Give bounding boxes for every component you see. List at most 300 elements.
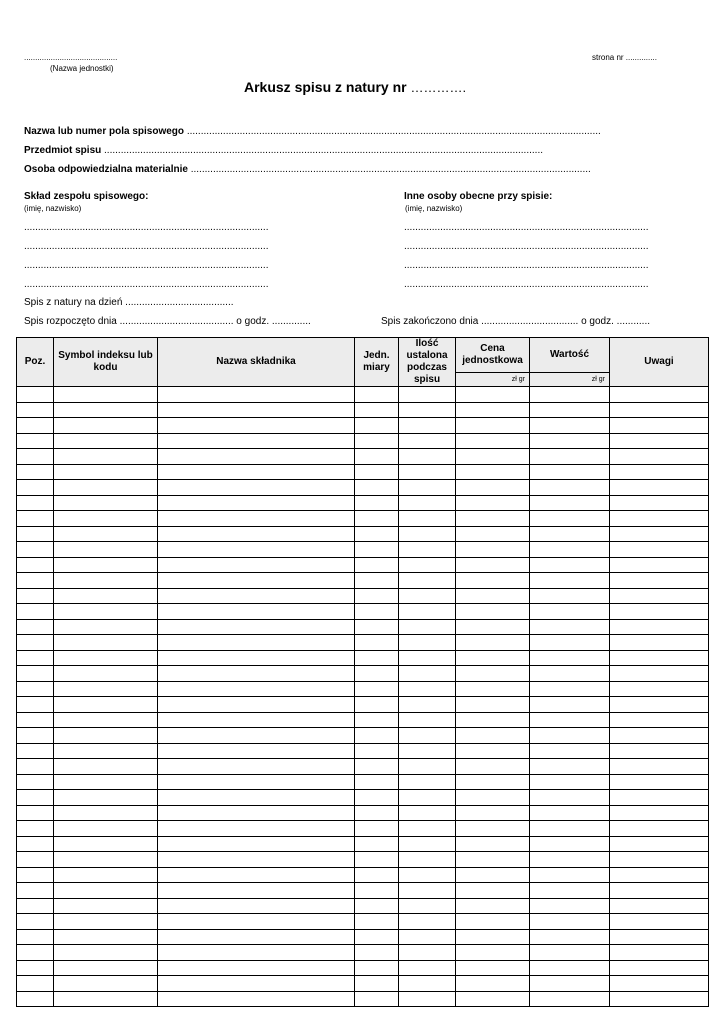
table-cell[interactable] (355, 852, 399, 868)
table-cell[interactable] (355, 712, 399, 728)
table-cell[interactable] (158, 418, 355, 434)
table-cell[interactable] (530, 867, 610, 883)
table-cell[interactable] (530, 712, 610, 728)
table-cell[interactable] (54, 495, 158, 511)
table-cell[interactable] (355, 464, 399, 480)
table-cell[interactable] (530, 573, 610, 589)
table-cell[interactable] (530, 557, 610, 573)
table-cell[interactable] (610, 387, 709, 403)
table-cell[interactable] (456, 681, 530, 697)
table-cell[interactable] (158, 387, 355, 403)
table-cell[interactable] (355, 914, 399, 930)
table-cell[interactable] (355, 619, 399, 635)
table-cell[interactable] (158, 464, 355, 480)
table-cell[interactable] (158, 728, 355, 744)
table-cell[interactable] (17, 573, 54, 589)
table-cell[interactable] (399, 526, 456, 542)
table-cell[interactable] (158, 883, 355, 899)
table-cell[interactable] (355, 681, 399, 697)
table-cell[interactable] (456, 433, 530, 449)
table-cell[interactable] (399, 712, 456, 728)
table-cell[interactable] (17, 542, 54, 558)
table-cell[interactable] (456, 557, 530, 573)
table-cell[interactable] (610, 449, 709, 465)
table-cell[interactable] (158, 774, 355, 790)
table-cell[interactable] (54, 604, 158, 620)
table-cell[interactable] (355, 805, 399, 821)
table-cell[interactable] (355, 402, 399, 418)
table-cell[interactable] (17, 480, 54, 496)
table-cell[interactable] (399, 449, 456, 465)
table-cell[interactable] (610, 976, 709, 992)
table-cell[interactable] (355, 976, 399, 992)
table-cell[interactable] (530, 526, 610, 542)
table-cell[interactable] (530, 774, 610, 790)
table-cell[interactable] (610, 402, 709, 418)
table-cell[interactable] (355, 821, 399, 837)
table-cell[interactable] (456, 542, 530, 558)
table-cell[interactable] (355, 960, 399, 976)
table-cell[interactable] (610, 542, 709, 558)
table-cell[interactable] (355, 433, 399, 449)
table-cell[interactable] (530, 604, 610, 620)
table-cell[interactable] (530, 945, 610, 961)
table-cell[interactable] (355, 774, 399, 790)
table-cell[interactable] (530, 852, 610, 868)
table-cell[interactable] (399, 697, 456, 713)
table-cell[interactable] (456, 449, 530, 465)
table-cell[interactable] (17, 526, 54, 542)
table-cell[interactable] (158, 929, 355, 945)
table-cell[interactable] (54, 774, 158, 790)
table-cell[interactable] (399, 929, 456, 945)
table-cell[interactable] (399, 495, 456, 511)
table-cell[interactable] (158, 805, 355, 821)
table-cell[interactable] (530, 898, 610, 914)
table-cell[interactable] (54, 449, 158, 465)
table-cell[interactable] (158, 495, 355, 511)
table-cell[interactable] (530, 480, 610, 496)
table-cell[interactable] (399, 759, 456, 775)
table-cell[interactable] (17, 836, 54, 852)
table-cell[interactable] (17, 867, 54, 883)
table-cell[interactable] (158, 712, 355, 728)
table-cell[interactable] (399, 464, 456, 480)
table-cell[interactable] (399, 805, 456, 821)
table-cell[interactable] (54, 526, 158, 542)
table-cell[interactable] (456, 464, 530, 480)
table-cell[interactable] (355, 557, 399, 573)
table-cell[interactable] (54, 402, 158, 418)
table-cell[interactable] (399, 402, 456, 418)
table-cell[interactable] (158, 852, 355, 868)
table-cell[interactable] (17, 960, 54, 976)
table-cell[interactable] (530, 387, 610, 403)
table-cell[interactable] (399, 774, 456, 790)
table-cell[interactable] (17, 790, 54, 806)
table-cell[interactable] (355, 526, 399, 542)
table-cell[interactable] (530, 759, 610, 775)
table-cell[interactable] (610, 836, 709, 852)
table-cell[interactable] (456, 712, 530, 728)
table-cell[interactable] (355, 418, 399, 434)
table-cell[interactable] (17, 991, 54, 1007)
table-cell[interactable] (610, 867, 709, 883)
table-cell[interactable] (610, 960, 709, 976)
table-cell[interactable] (399, 511, 456, 527)
table-cell[interactable] (530, 681, 610, 697)
table-cell[interactable] (456, 604, 530, 620)
table-cell[interactable] (399, 619, 456, 635)
table-cell[interactable] (530, 619, 610, 635)
table-cell[interactable] (530, 883, 610, 899)
table-cell[interactable] (17, 976, 54, 992)
table-cell[interactable] (355, 991, 399, 1007)
table-cell[interactable] (610, 991, 709, 1007)
table-cell[interactable] (54, 542, 158, 558)
table-cell[interactable] (456, 852, 530, 868)
table-cell[interactable] (530, 821, 610, 837)
table-cell[interactable] (399, 728, 456, 744)
table-cell[interactable] (456, 728, 530, 744)
table-cell[interactable] (610, 604, 709, 620)
table-cell[interactable] (610, 526, 709, 542)
table-cell[interactable] (355, 480, 399, 496)
table-cell[interactable] (17, 495, 54, 511)
table-cell[interactable] (456, 697, 530, 713)
table-cell[interactable] (456, 588, 530, 604)
table-cell[interactable] (17, 402, 54, 418)
table-cell[interactable] (610, 433, 709, 449)
table-cell[interactable] (158, 573, 355, 589)
table-cell[interactable] (456, 945, 530, 961)
table-cell[interactable] (530, 836, 610, 852)
table-cell[interactable] (399, 836, 456, 852)
table-cell[interactable] (610, 573, 709, 589)
table-cell[interactable] (355, 542, 399, 558)
table-cell[interactable] (399, 681, 456, 697)
table-cell[interactable] (610, 883, 709, 899)
table-cell[interactable] (158, 836, 355, 852)
table-cell[interactable] (456, 821, 530, 837)
table-cell[interactable] (158, 542, 355, 558)
table-cell[interactable] (355, 929, 399, 945)
table-cell[interactable] (399, 650, 456, 666)
table-cell[interactable] (54, 650, 158, 666)
table-cell[interactable] (54, 759, 158, 775)
table-cell[interactable] (399, 883, 456, 899)
table-cell[interactable] (158, 898, 355, 914)
table-cell[interactable] (610, 805, 709, 821)
table-cell[interactable] (158, 666, 355, 682)
table-cell[interactable] (54, 929, 158, 945)
table-cell[interactable] (610, 712, 709, 728)
table-cell[interactable] (456, 991, 530, 1007)
table-cell[interactable] (17, 464, 54, 480)
table-cell[interactable] (54, 945, 158, 961)
table-cell[interactable] (158, 697, 355, 713)
table-cell[interactable] (17, 759, 54, 775)
table-cell[interactable] (17, 728, 54, 744)
table-cell[interactable] (355, 387, 399, 403)
table-cell[interactable] (158, 945, 355, 961)
table-cell[interactable] (456, 790, 530, 806)
table-cell[interactable] (399, 433, 456, 449)
table-cell[interactable] (54, 697, 158, 713)
table-cell[interactable] (530, 588, 610, 604)
table-cell[interactable] (54, 635, 158, 651)
table-cell[interactable] (456, 495, 530, 511)
table-cell[interactable] (530, 960, 610, 976)
table-cell[interactable] (610, 511, 709, 527)
table-cell[interactable] (54, 464, 158, 480)
table-cell[interactable] (610, 898, 709, 914)
table-cell[interactable] (456, 960, 530, 976)
table-cell[interactable] (54, 387, 158, 403)
table-cell[interactable] (54, 976, 158, 992)
table-cell[interactable] (399, 898, 456, 914)
table-cell[interactable] (54, 418, 158, 434)
table-cell[interactable] (158, 790, 355, 806)
table-cell[interactable] (456, 883, 530, 899)
table-cell[interactable] (355, 883, 399, 899)
table-cell[interactable] (54, 790, 158, 806)
table-cell[interactable] (17, 418, 54, 434)
table-cell[interactable] (530, 914, 610, 930)
table-cell[interactable] (530, 929, 610, 945)
table-cell[interactable] (17, 557, 54, 573)
table-cell[interactable] (355, 743, 399, 759)
table-cell[interactable] (399, 635, 456, 651)
table-cell[interactable] (17, 635, 54, 651)
table-cell[interactable] (610, 650, 709, 666)
table-cell[interactable] (158, 960, 355, 976)
table-cell[interactable] (158, 650, 355, 666)
table-cell[interactable] (54, 573, 158, 589)
table-cell[interactable] (54, 743, 158, 759)
table-cell[interactable] (158, 402, 355, 418)
table-cell[interactable] (456, 867, 530, 883)
table-cell[interactable] (610, 728, 709, 744)
table-cell[interactable] (399, 418, 456, 434)
table-cell[interactable] (530, 464, 610, 480)
table-cell[interactable] (456, 929, 530, 945)
table-cell[interactable] (399, 790, 456, 806)
table-cell[interactable] (158, 635, 355, 651)
table-cell[interactable] (610, 464, 709, 480)
table-cell[interactable] (17, 743, 54, 759)
table-cell[interactable] (54, 681, 158, 697)
table-cell[interactable] (399, 991, 456, 1007)
table-cell[interactable] (399, 852, 456, 868)
table-cell[interactable] (17, 805, 54, 821)
table-cell[interactable] (158, 619, 355, 635)
table-cell[interactable] (17, 588, 54, 604)
table-cell[interactable] (399, 976, 456, 992)
table-cell[interactable] (355, 790, 399, 806)
table-cell[interactable] (530, 650, 610, 666)
table-cell[interactable] (530, 418, 610, 434)
table-cell[interactable] (54, 867, 158, 883)
table-cell[interactable] (456, 805, 530, 821)
table-cell[interactable] (456, 743, 530, 759)
table-cell[interactable] (456, 418, 530, 434)
table-cell[interactable] (610, 914, 709, 930)
table-cell[interactable] (610, 480, 709, 496)
table-cell[interactable] (17, 852, 54, 868)
table-cell[interactable] (158, 759, 355, 775)
table-cell[interactable] (54, 480, 158, 496)
table-cell[interactable] (355, 666, 399, 682)
table-cell[interactable] (399, 480, 456, 496)
table-cell[interactable] (355, 449, 399, 465)
table-cell[interactable] (158, 557, 355, 573)
table-cell[interactable] (355, 867, 399, 883)
table-cell[interactable] (530, 542, 610, 558)
table-cell[interactable] (530, 449, 610, 465)
table-cell[interactable] (399, 666, 456, 682)
table-cell[interactable] (530, 790, 610, 806)
table-cell[interactable] (54, 960, 158, 976)
table-cell[interactable] (610, 945, 709, 961)
table-cell[interactable] (530, 635, 610, 651)
table-cell[interactable] (17, 898, 54, 914)
table-cell[interactable] (54, 666, 158, 682)
table-cell[interactable] (399, 960, 456, 976)
table-cell[interactable] (158, 867, 355, 883)
table-cell[interactable] (399, 542, 456, 558)
table-cell[interactable] (456, 914, 530, 930)
table-cell[interactable] (355, 604, 399, 620)
table-cell[interactable] (54, 836, 158, 852)
table-cell[interactable] (54, 991, 158, 1007)
table-cell[interactable] (530, 976, 610, 992)
table-cell[interactable] (530, 666, 610, 682)
table-cell[interactable] (610, 681, 709, 697)
table-cell[interactable] (610, 759, 709, 775)
table-cell[interactable] (54, 821, 158, 837)
table-cell[interactable] (610, 619, 709, 635)
table-cell[interactable] (399, 557, 456, 573)
table-cell[interactable] (355, 573, 399, 589)
table-cell[interactable] (530, 697, 610, 713)
table-cell[interactable] (399, 588, 456, 604)
table-cell[interactable] (17, 619, 54, 635)
table-cell[interactable] (456, 526, 530, 542)
table-cell[interactable] (456, 573, 530, 589)
table-cell[interactable] (610, 929, 709, 945)
table-cell[interactable] (355, 650, 399, 666)
table-cell[interactable] (456, 480, 530, 496)
table-cell[interactable] (355, 588, 399, 604)
table-cell[interactable] (530, 511, 610, 527)
table-cell[interactable] (54, 883, 158, 899)
table-cell[interactable] (355, 495, 399, 511)
table-cell[interactable] (158, 976, 355, 992)
table-cell[interactable] (355, 945, 399, 961)
table-cell[interactable] (158, 449, 355, 465)
table-cell[interactable] (355, 635, 399, 651)
table-cell[interactable] (17, 511, 54, 527)
table-cell[interactable] (610, 635, 709, 651)
table-cell[interactable] (610, 790, 709, 806)
table-cell[interactable] (355, 697, 399, 713)
table-cell[interactable] (530, 495, 610, 511)
table-cell[interactable] (610, 495, 709, 511)
table-cell[interactable] (610, 743, 709, 759)
table-cell[interactable] (158, 681, 355, 697)
table-cell[interactable] (54, 712, 158, 728)
table-cell[interactable] (17, 681, 54, 697)
table-cell[interactable] (456, 666, 530, 682)
table-cell[interactable] (610, 588, 709, 604)
table-cell[interactable] (17, 666, 54, 682)
table-cell[interactable] (456, 898, 530, 914)
table-cell[interactable] (17, 650, 54, 666)
table-cell[interactable] (54, 511, 158, 527)
table-cell[interactable] (158, 604, 355, 620)
table-cell[interactable] (456, 976, 530, 992)
table-cell[interactable] (17, 712, 54, 728)
table-cell[interactable] (158, 821, 355, 837)
table-cell[interactable] (456, 635, 530, 651)
table-cell[interactable] (54, 619, 158, 635)
table-cell[interactable] (399, 573, 456, 589)
table-cell[interactable] (17, 433, 54, 449)
table-cell[interactable] (456, 759, 530, 775)
table-cell[interactable] (54, 898, 158, 914)
table-cell[interactable] (530, 433, 610, 449)
table-cell[interactable] (158, 480, 355, 496)
table-cell[interactable] (17, 914, 54, 930)
table-cell[interactable] (530, 402, 610, 418)
table-cell[interactable] (355, 728, 399, 744)
table-cell[interactable] (530, 991, 610, 1007)
table-cell[interactable] (399, 945, 456, 961)
table-cell[interactable] (456, 774, 530, 790)
table-cell[interactable] (158, 991, 355, 1007)
table-cell[interactable] (399, 914, 456, 930)
table-cell[interactable] (456, 402, 530, 418)
table-cell[interactable] (456, 511, 530, 527)
table-cell[interactable] (355, 759, 399, 775)
table-cell[interactable] (158, 914, 355, 930)
table-cell[interactable] (17, 697, 54, 713)
table-cell[interactable] (456, 387, 530, 403)
table-cell[interactable] (17, 883, 54, 899)
table-cell[interactable] (54, 557, 158, 573)
table-cell[interactable] (355, 898, 399, 914)
table-cell[interactable] (158, 526, 355, 542)
table-cell[interactable] (456, 619, 530, 635)
table-cell[interactable] (399, 743, 456, 759)
table-cell[interactable] (530, 805, 610, 821)
table-cell[interactable] (54, 914, 158, 930)
table-cell[interactable] (17, 604, 54, 620)
table-cell[interactable] (610, 774, 709, 790)
table-cell[interactable] (610, 418, 709, 434)
table-cell[interactable] (17, 929, 54, 945)
table-cell[interactable] (610, 666, 709, 682)
table-cell[interactable] (17, 945, 54, 961)
table-cell[interactable] (456, 836, 530, 852)
table-cell[interactable] (355, 511, 399, 527)
table-cell[interactable] (158, 511, 355, 527)
table-cell[interactable] (610, 821, 709, 837)
table-cell[interactable] (399, 387, 456, 403)
table-cell[interactable] (54, 588, 158, 604)
table-cell[interactable] (610, 852, 709, 868)
